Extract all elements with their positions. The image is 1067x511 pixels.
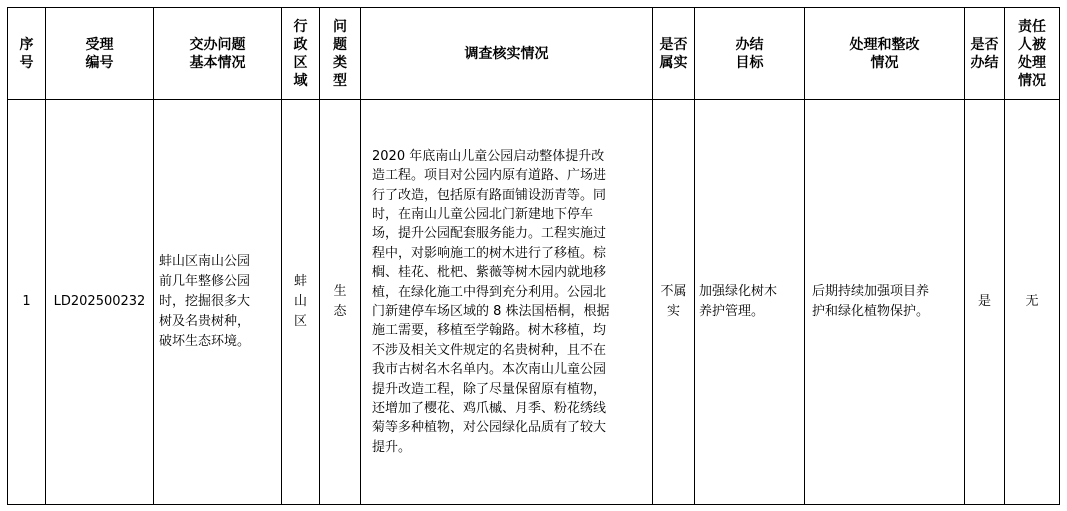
header-verified: 是否 属实: [653, 8, 695, 100]
header-rectification: 处理和整改 情况: [805, 8, 965, 100]
cell-seq: 1: [8, 100, 46, 505]
report-table: [7, 7, 1060, 505]
header-row: [8, 8, 1060, 100]
cell-investigation: 2020 年底南山儿童公园启动整体提升改 造工程。项目对公园内原有道路、广场进 行了改造，包括原有路面铺设沥青等。同 时，在南山儿童公园北门新建地下停车 场，提升公园配套服务能力。工程实施过 程中，对影响施工的树木进行了移植。棕 榈、桂花、枇杷、紫薇等树木园内就地移 植，在绿化施工中得到充分利用。公园北 门新建停车场区域的 8 株法国梧桐，根据 施工需要，移植至学翰路。树木移植，均 不涉及相关文件规定的名贵树种，且不在 我市古树名木名单内。本次南山儿童公园 提升改造工程，除了尽量保留原有植物， 还增加了樱花、鸡爪槭、月季、粉花绣线 菊等多种植物，对公园绿化品质有了较大 提升。: [361, 100, 653, 505]
cell-issue: 蚌山区南山公园 前几年整修公园 时，挖掘很多大 树及名贵树种， 破坏生态环境。: [154, 100, 282, 505]
header-investigation: 调查核实情况: [361, 8, 653, 100]
cell-region: 蚌 山 区: [282, 100, 320, 505]
header-issue-type: 问 题 类 型: [320, 8, 361, 100]
header-accountability: 责任 人被 处理 情况: [1005, 8, 1060, 100]
header-goal: 办结 目标: [695, 8, 805, 100]
header-issue: 交办问题 基本情况: [154, 8, 282, 100]
table-row: [8, 100, 1060, 505]
header-receipt-no: 受理 编号: [46, 8, 154, 100]
cell-verified: 不属 实: [653, 100, 695, 505]
cell-issue-type: 生 态: [320, 100, 361, 505]
cell-rectification: 后期持续加强项目养 护和绿化植物保护。: [805, 100, 965, 505]
header-region: 行 政 区 域: [282, 8, 320, 100]
header-completed: 是否 办结: [965, 8, 1005, 100]
cell-goal: 加强绿化树木 养护管理。: [695, 100, 805, 505]
cell-accountability: 无: [1005, 100, 1060, 505]
cell-completed: 是: [965, 100, 1005, 505]
header-seq: 序 号: [8, 8, 46, 100]
cell-receipt-no: LD202500232: [46, 100, 154, 505]
